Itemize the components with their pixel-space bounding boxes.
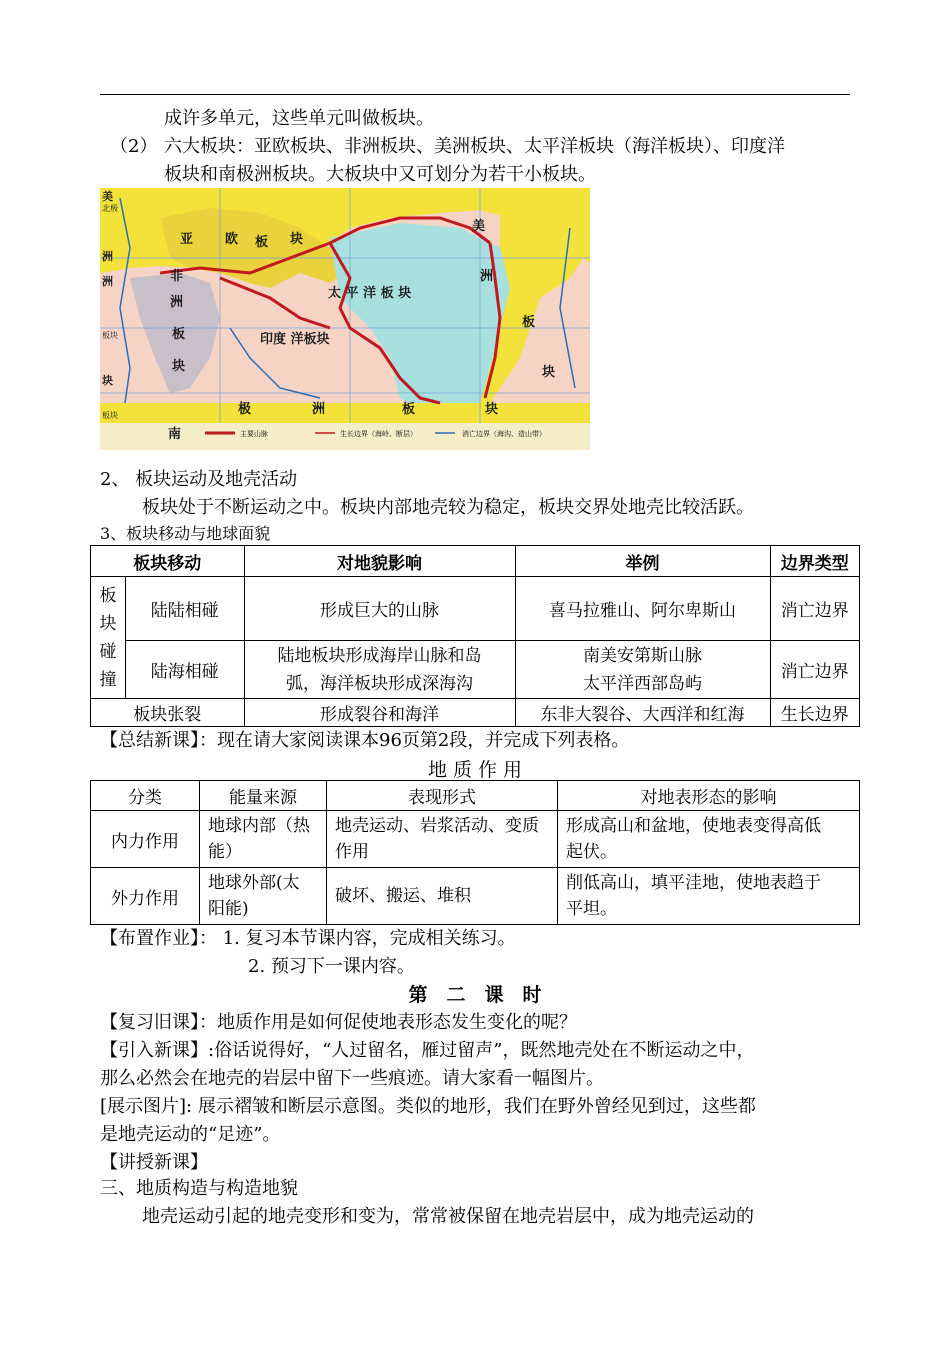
map-label-yaou-4: 块 (290, 232, 304, 247)
summary-line (100, 727, 629, 755)
section-2-text: 板块处于不断运动之中。板块内部地壳较为稳定，板块交界处地壳比较活跃。 (142, 497, 754, 518)
review-tag: 【复习旧课】 (100, 1012, 199, 1033)
map-legend (205, 429, 546, 438)
last-paragraph-line: 地壳运动引起的地壳变形和变为，常常被保留在地壳岩层中，成为地壳运动的 (142, 1206, 754, 1227)
map-label-yaou-2: 欧 (225, 232, 239, 247)
inner-form-1: 地壳运动、岩浆活动、变质 (335, 816, 539, 836)
geo-action-title: 地 质 作 用 (427, 759, 523, 781)
collide-char: 撞 (99, 669, 117, 690)
outer-source-1: 地球外部(太 (208, 873, 300, 893)
map-edge-label-4: 洲 (102, 275, 113, 288)
header-rule (100, 94, 850, 95)
lesson-2-title: 第 二 课 时 (408, 984, 542, 1006)
inner-form (327, 811, 558, 868)
review-line (100, 1009, 577, 1037)
collide-cell (91, 577, 126, 699)
map-label-america-3: 板 (522, 315, 536, 330)
legend-mountain-text: 主要山脉 (240, 430, 268, 438)
homework-tag: 【布置作业】 (100, 928, 199, 949)
intro-number: （2） (110, 136, 158, 157)
inner-source-2: 能） (208, 842, 242, 862)
th-influence: 对地表形态的影响 (558, 781, 860, 811)
row1-type: 陆陆相碰 (126, 577, 245, 641)
row2-example-line1: 南美安第斯山脉 (583, 645, 703, 666)
outer-source (200, 868, 327, 925)
collide-char: 碰 (99, 641, 117, 662)
map-label-africa-1: 非 (170, 269, 184, 284)
plate-movement-table (90, 545, 860, 727)
intro-new-text: :俗话说得好，“人过留名，雁过留声”，既然地壳处在不断运动之中， (208, 1040, 755, 1061)
outer-effect-2: 平坦。 (566, 899, 617, 919)
row2-effect-line2: 弧，海洋板块形成深海沟 (286, 673, 474, 694)
map-edge-label-5: 板块 (102, 331, 118, 340)
intro-new-tag: 【引入新课】 (100, 1040, 208, 1061)
map-label-africa-3: 板 (172, 327, 186, 342)
map-label-yaou-1: 亚 (180, 232, 194, 247)
table-header-row (91, 546, 860, 577)
section-3-title: 三、地质构造与构造地貌 (100, 1178, 298, 1199)
outer-effect-1: 削低高山，填平洼地，使地表趋于 (566, 873, 821, 893)
row3-boundary: 生长边界 (770, 699, 859, 727)
show-picture-line-2: 是地壳运动的“足迹”。 (100, 1124, 281, 1145)
map-label-america-4: 块 (542, 365, 556, 380)
show-text: : 展示褶皱和断层示意图。类似的地形，我们在野外曾经见到过，这些都 (186, 1096, 756, 1117)
row2-effect-line1: 陆地板块形成海岸山脉和岛 (277, 645, 482, 666)
table-row (91, 577, 860, 641)
homework-item-1: ： 1. 复习本节课内容，完成相关练习。 (199, 928, 516, 949)
intro-line-3: 板块和南极洲板块。大板块中又可划分为若干小板块。 (164, 164, 596, 185)
outer-cat: 外力作用 (91, 868, 200, 925)
map-label-antarctic-3: 板 (402, 402, 416, 417)
table-row (91, 868, 860, 925)
legend-grow-text: 生长边界（海岭、断层） (340, 430, 417, 438)
map-edge-label-7: 板块 (102, 411, 118, 420)
inner-form-2: 作用 (335, 842, 369, 862)
map-label-africa-4: 块 (172, 359, 186, 374)
map-edge-label-1: 美 (102, 190, 113, 203)
map-label-antarctic-2: 洲 (312, 402, 326, 417)
table-row (91, 699, 860, 727)
th-form: 表现形式 (327, 781, 558, 811)
map-label-yaou-3: 板 (255, 235, 269, 250)
row1-boundary: 消亡边界 (770, 577, 859, 641)
geo-action-table (90, 780, 860, 925)
collide-char: 块 (99, 613, 117, 634)
map-label-america-2: 洲 (480, 269, 494, 284)
table-header-row (91, 781, 860, 811)
show-picture-line (100, 1093, 756, 1121)
plate-map (100, 188, 590, 450)
outer-form: 破坏、搬运、堆积 (327, 868, 558, 925)
th-boundary: 边界类型 (770, 546, 859, 577)
inner-source-1: 地球内部（热 (208, 816, 310, 836)
summary-tag: 【总结新课】 (100, 730, 199, 751)
th-movement: 板块移动 (91, 546, 245, 577)
inner-effect (558, 811, 860, 868)
row1-example: 喜马拉雅山、阿尔卑斯山 (515, 577, 770, 641)
th-effect: 对地貌影响 (244, 546, 515, 577)
intro-new-line-2: 那么必然会在地壳的岩层中留下一些痕迹。请大家看一幅图片。 (100, 1068, 604, 1089)
th-category: 分类 (91, 781, 200, 811)
plate-map-svg (100, 188, 590, 450)
show-tag: [展示图片] (100, 1096, 187, 1117)
map-label-antarctic-4: 块 (485, 402, 499, 417)
collide-char: 板 (99, 585, 117, 606)
map-edge-label-2: 北极 (102, 204, 118, 213)
outer-effect (558, 868, 860, 925)
row2-effect (244, 641, 515, 699)
map-label-america-1: 美 (472, 219, 486, 234)
map-label-pacific: 太 平 洋 板 块 (328, 286, 412, 301)
row1-effect: 形成巨大的山脉 (244, 577, 515, 641)
legend-subduct-text: 消亡边界（海沟、造山带） (462, 430, 546, 438)
homework-item-2: 2. 预习下一课内容。 (248, 956, 415, 977)
map-antarctic-plate (100, 403, 590, 423)
inner-source (200, 811, 327, 868)
th-example: 举例 (515, 546, 770, 577)
map-edge-label-6: 块 (102, 374, 113, 387)
outer-source-2: 阳能) (208, 899, 249, 919)
intro-line-2: 六大板块：亚欧板块、非洲板块、美洲板块、太平洋板块（海洋板块）、印度洋 (164, 136, 785, 157)
map-label-africa-2: 洲 (170, 295, 184, 310)
inner-effect-2: 起伏。 (566, 842, 617, 862)
review-text: ：地质作用是如何促使地表形态发生变化的呢？ (199, 1012, 577, 1033)
intro-line-1: 成许多单元，这些单元叫做板块。 (164, 108, 434, 129)
row3-effect: 形成裂谷和海洋 (244, 699, 515, 727)
inner-effect-1: 形成高山和盆地，使地表变得高低 (566, 816, 821, 836)
row2-boundary: 消亡边界 (770, 641, 859, 699)
inner-cat: 内力作用 (91, 811, 200, 868)
homework-line-1 (100, 925, 516, 953)
summary-text: ：现在请大家阅读课本96页第2段，并完成下列表格。 (199, 730, 630, 751)
map-label-india: 印度 洋板块 (260, 332, 330, 347)
row3-type: 板块张裂 (91, 699, 245, 727)
table-row (91, 811, 860, 868)
map-label-nan: 南 (168, 427, 182, 442)
lecture-tag: 【讲授新课】 (100, 1152, 208, 1173)
table-row (91, 641, 860, 699)
map-label-antarctic-1: 极 (238, 402, 252, 417)
row2-example-line2: 太平洋西部岛屿 (583, 673, 703, 694)
row2-type: 陆海相碰 (126, 641, 245, 699)
row2-example (515, 641, 770, 699)
intro-new-line (100, 1037, 754, 1065)
section-2-heading: 2、 板块运动及地壳活动 (100, 469, 298, 490)
th-source: 能量来源 (200, 781, 327, 811)
section-3-heading: 3、板块移动与地球面貌 (100, 524, 271, 543)
map-edge-label-3: 洲 (102, 250, 113, 263)
row3-example: 东非大裂谷、大西洋和红海 (515, 699, 770, 727)
